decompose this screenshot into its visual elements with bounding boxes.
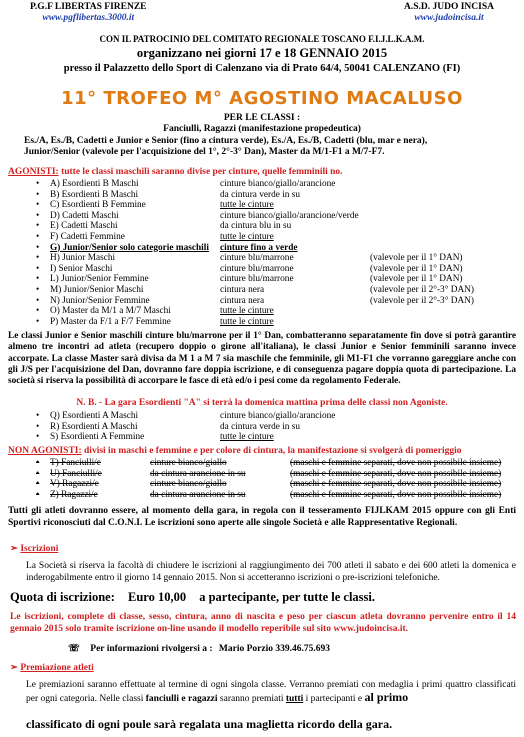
category-row [36, 479, 524, 490]
category-name: E) Cadetti Maschi [50, 221, 118, 232]
website-link-right[interactable]: www.judoincisa.it [414, 13, 484, 23]
belt-range: cinture bianco/giallo/arancione [220, 411, 336, 421]
category-name: T) Fanciulli/e [50, 458, 101, 468]
classes-line-2: Es./A, Es./B, Cadetti e Junior e Senior (fino a cintura verde), Es./A, Es./B, Cadetti (blu, mar e nera), [24, 136, 428, 146]
premiazione-bold-3: al primo [364, 690, 409, 704]
category-row [36, 422, 370, 433]
belt-range: tutte le cinture [220, 200, 274, 211]
premiazione-text-3: i partecipanti e [303, 694, 365, 704]
category-row [36, 221, 500, 232]
category-name: N) Junior/Senior Femmine [50, 295, 150, 306]
quota-tail: a partecipante, per tutte le classi. [199, 590, 376, 604]
bullet-mark: • [36, 221, 40, 232]
agonisti-heading [8, 167, 518, 178]
belt-range: cinture blu/marrone [220, 253, 294, 264]
classes-heading: PER LE CLASSI : [223, 113, 301, 123]
bullet-mark: • [36, 179, 40, 189]
org-name-right: A.S.D. JUDO INCISA [404, 2, 494, 12]
category-name: B) Esordienti B Maschi [50, 189, 139, 200]
belt-range: da cintura verde in su [220, 421, 301, 432]
belt-range: tutte le cinture [220, 432, 274, 443]
bullet-mark: • [36, 432, 40, 443]
category-name: M) Junior/Senior Maschi [50, 284, 144, 295]
dan-note: (maschi e femmine separati, dove non possibile insieme) [290, 489, 502, 500]
belt-range: tutte le cinture [220, 316, 274, 327]
belt-range: da cintura arancione in su [150, 489, 246, 500]
category-row [36, 179, 500, 190]
bullet-mark: • [36, 253, 40, 264]
dates-line: organizzano nei giorni 17 e 18 GENNAIO 2015 [136, 46, 388, 60]
bullet-mark: • [36, 284, 40, 295]
belt-range: da cintura verde in su [220, 189, 301, 200]
category-name: P) Master da F/1 a F/7 Femmine [50, 316, 171, 327]
bullet-mark: • [36, 189, 40, 200]
dan-note [370, 306, 500, 317]
bullet-mark: • [36, 489, 40, 500]
bullet-mark: • [36, 200, 40, 211]
website-link-left[interactable]: www.pgflibertas.3000.it [42, 13, 135, 23]
patronage-line: CON IL PATROCINIO DEL COMITATO REGIONALE TOSCANO F.I.J.L.K.A.M. [99, 34, 425, 44]
bullet-mark: • [36, 411, 40, 421]
dan-note [370, 232, 500, 243]
quota-amount: Euro 10,00 [127, 590, 187, 604]
bullet-mark: • [36, 468, 40, 479]
iscrizioni-text: La Società si riserva la facoltà di chiudere le iscrizioni al raggiungimento dei 700 atleti il sabato e dei 600 atleti la domenica e inderogabilmente entro il giorno 14 gennaio 2015. Non si accetteranno iscrizioni o pre-iscrizioni telefoniche. [26, 561, 516, 583]
premiazione-bold-1: fanciulli e ragazzi [145, 694, 218, 704]
category-name: F) Cadetti Femmine [50, 231, 125, 242]
category-row [36, 490, 524, 501]
arrow-bullet-icon: ➢ [10, 663, 18, 673]
dan-note [370, 190, 500, 201]
agonisti-text: tutte le classi maschili saranno divise per cinture, quelle femminili no. [58, 167, 343, 177]
venue-line: presso il Palazzetto dello Sport di Calenzano via di Prato 64/4, 50041 CALENZANO (FI) [63, 63, 461, 74]
category-row [36, 432, 370, 443]
belt-range: da cintura blu in su [220, 221, 292, 232]
category-row [36, 317, 500, 328]
classes-line-1: Fanciulli, Ragazzi (manifestazione propedeutica) [163, 124, 361, 134]
bullet-mark: • [36, 458, 40, 468]
category-name: V) Ragazzi/e [50, 479, 99, 490]
dan-note: (maschi e femmine separati, dove non possibile insieme) [290, 468, 502, 479]
category-name: O) Master da M/1 a M/7 Maschi [50, 306, 171, 317]
bullet-mark: • [36, 210, 40, 221]
category-name: R) Esordienti A Maschi [50, 421, 138, 432]
info-label: Per informazioni rivolgersi a : [90, 644, 213, 654]
category-row [36, 296, 500, 307]
dan-note [370, 179, 500, 190]
online-registration-note: Le iscrizioni, complete di classe, sesso, cintura, anno di nascita e peso per ciascun atleta dovranno pervenire entro il 14 gennaio 2015 solo tramite iscrizione on-line usando il modello reperibile sul sito www.judoincisa.it. [10, 612, 516, 634]
belt-range: cinture bianco/giallo/arancione/verde [220, 210, 359, 221]
category-name: U) Fanciulli/e [50, 468, 102, 479]
dan-note [370, 211, 500, 222]
category-name: A) Esordienti B Maschi [50, 179, 139, 189]
info-line [68, 644, 330, 655]
premiazione-text-1: Le premiazioni saranno effettuate al termine di ogni singola classe. Verranno premiati con medaglia i primi quattro classificati per ogni categoria. Nelle classi [26, 680, 516, 704]
belt-range: cintura nera [220, 295, 265, 306]
bullet-mark: • [36, 231, 40, 242]
agonisti-category-list [36, 179, 500, 327]
non-agonisti-text: divisi in maschi e femmine e per colore di cintura, la manifestazione si svolgerà di pomeriggio [81, 446, 462, 456]
classes-line-3: Junior/Senior (valevole per l'acquisizione del 1°, 2°-3° Dan), Master da M/1-F1 a M/7-F7. [24, 147, 385, 157]
dan-note [370, 200, 500, 211]
quota-line [10, 590, 375, 604]
category-name: I) Senior Maschi [50, 263, 113, 274]
dan-note [370, 221, 500, 232]
junior-senior-paragraph: Le classi Junior e Senior maschili cinture blu/marrone per il 1° Dan, combatteranno separatamente fin dove si potrà garantire almeno tre incontri ad atleta (recupero doppio o girone all'italiana), le classi Junior e Senior femminili saranno invece accorpate. La classe Master sarà divisa da M 1 a M 7 sia maschile che femminile, gli M1-F1 che vorranno gareggiare anche con gli J/S per l'acquisizione del Dan, dovranno fare doppia iscrizione, e di conseguenza pagare doppia quota di partecipazione. La società si riserva la possibilità di accorpare le fasce di età ed/o i pesi come da regolamento Federale. [8, 331, 516, 387]
quota-label: Quota di iscrizione: [10, 590, 115, 604]
belt-range: cinture bianco/giallo [150, 479, 227, 490]
non-agonisti-label: NON AGONISTI: [8, 446, 82, 456]
category-row [36, 458, 524, 469]
category-name: Q) Esordienti A Maschi [50, 411, 139, 421]
category-row [36, 264, 500, 275]
belt-range: tutte le cinture [220, 231, 274, 242]
agonisti-label: AGONISTI: [8, 167, 59, 177]
esordienti-a-list [36, 411, 370, 443]
category-row [36, 232, 500, 243]
bullet-mark: • [36, 316, 40, 327]
dan-note: (valevole per il 1° DAN) [370, 274, 463, 285]
category-name: C) Esordienti B Femmine [50, 200, 146, 211]
belt-range: cinture fino a verde [220, 242, 298, 253]
category-row [36, 274, 500, 285]
premiazione-last-line: classificato di ogni poule sarà regalata una maglietta ricordo della gara. [26, 717, 393, 731]
dan-note: (valevole per il 1° DAN) [370, 263, 463, 274]
header-left [30, 2, 147, 24]
premiazione-heading [10, 663, 94, 674]
belt-range: cintura nera [220, 284, 265, 295]
premiazione-bold-2: tutti [285, 694, 304, 704]
category-row [36, 285, 500, 296]
iscrizioni-title: Iscrizioni [20, 544, 59, 554]
category-name: G) Junior/Senior solo categorie maschili [50, 242, 209, 253]
nb-note: N. B. - La gara Esordienti "A" si terrà la domenica mattina prima delle classi non Agoniste. [76, 398, 448, 408]
info-contact: Mario Porzio 339.46.75.693 [218, 644, 330, 654]
iscrizioni-heading [10, 544, 58, 555]
bullet-mark: • [36, 421, 40, 432]
category-name: D) Cadetti Maschi [50, 210, 119, 221]
bullet-mark: • [36, 295, 40, 306]
bullet-mark: • [36, 242, 40, 253]
dan-note: (maschi e femmine separati, dove non possibile insieme) [290, 458, 502, 468]
non-agonisti-heading [8, 446, 518, 457]
membership-paragraph: Tutti gli atleti dovranno essere, al momento della gara, in regola con il tesseramento FIJLKAM 2015 oppure con gli Enti Sportivi riconosciuti dal C.O.N.I. Le iscrizioni sono aperte alle singole Società e alle Rappresentative Regionali. [8, 506, 516, 528]
belt-range: cinture bianco/giallo [150, 458, 227, 468]
dan-note [370, 243, 500, 254]
category-row [36, 211, 500, 222]
category-row [36, 306, 500, 317]
bullet-mark: • [36, 479, 40, 490]
org-name-left: P.G.F LIBERTAS FIRENZE [30, 2, 147, 12]
arrow-bullet-icon: ➢ [10, 544, 18, 554]
category-row [36, 190, 500, 201]
belt-range: da cintura arancione in su [150, 468, 246, 479]
category-row [36, 200, 500, 211]
dan-note: (valevole per il 1° DAN) [370, 253, 463, 264]
page-title: 11° TROFEO M° AGOSTINO MACALUSO [61, 88, 463, 109]
category-name: H) Junior Maschi [50, 253, 116, 264]
category-name: Z) Ragazzi/e [50, 489, 98, 500]
header-right [404, 2, 494, 24]
category-row [36, 253, 500, 264]
category-row [36, 411, 370, 422]
belt-range: cinture blu/marrone [220, 274, 294, 285]
non-agonisti-list [36, 458, 524, 500]
dan-note: (maschi e femmine separati, dove non possibile insieme) [290, 479, 502, 490]
belt-range: cinture blu/marrone [220, 263, 294, 274]
dan-note: (valevole per il 2°-3° DAN) [370, 295, 474, 306]
premiazione-title: Premiazione atleti [20, 663, 94, 673]
phone-icon: ☏ [68, 644, 80, 654]
bullet-mark: • [36, 306, 40, 317]
category-row [36, 243, 500, 254]
bullet-mark: • [36, 274, 40, 285]
premiazione-text [26, 679, 516, 705]
category-row [36, 469, 524, 480]
category-name: L) Junior/Senior Femmine [50, 274, 149, 285]
belt-range: tutte le cinture [220, 306, 274, 317]
belt-range: cinture bianco/giallo/arancione [220, 179, 336, 189]
bullet-mark: • [36, 263, 40, 274]
dan-note: (valevole per il 2°-3° DAN) [370, 284, 474, 295]
dan-note [370, 317, 500, 328]
premiazione-text-2: saranno premiati [217, 694, 286, 704]
category-name: S) Esordienti A Femmine [50, 432, 145, 443]
